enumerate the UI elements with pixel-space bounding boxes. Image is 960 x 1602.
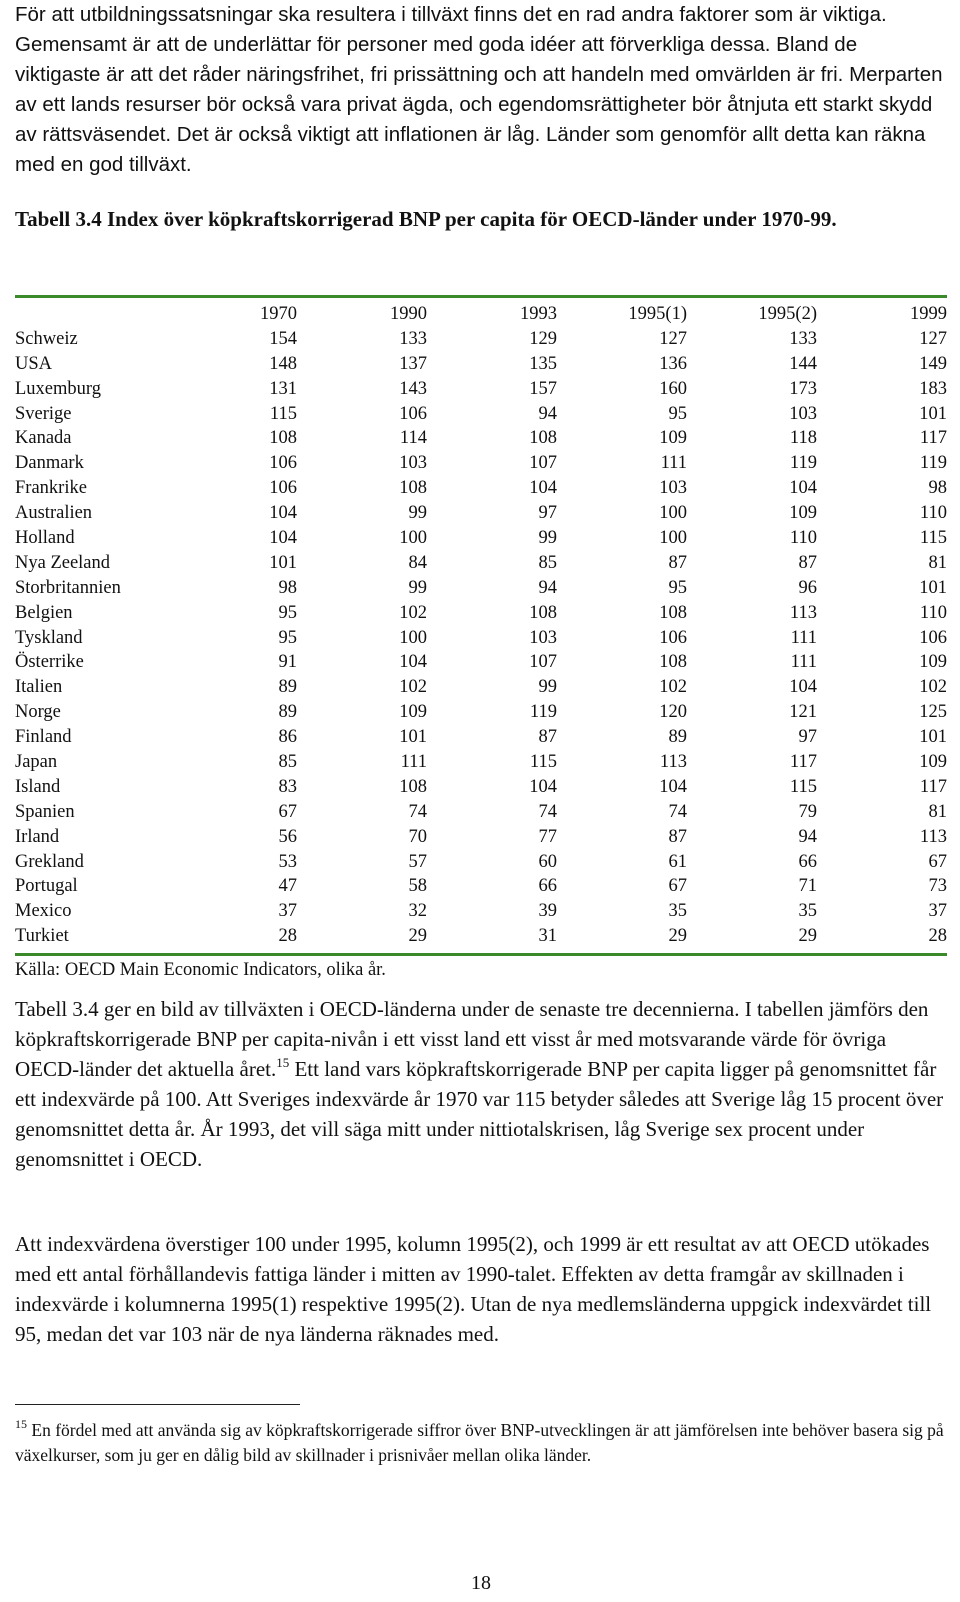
- country-cell: Norge: [15, 702, 61, 723]
- table-row: [15, 377, 947, 402]
- index-value-cell: 87: [538, 727, 557, 748]
- index-value-cell: 57: [408, 851, 427, 872]
- index-value-cell: 106: [659, 627, 687, 648]
- country-cell: Frankrike: [15, 478, 87, 499]
- country-cell: Schweiz: [15, 328, 78, 349]
- index-value-cell: 108: [269, 428, 297, 449]
- country-cell: Italien: [15, 677, 63, 698]
- index-value-cell: 35: [668, 901, 687, 922]
- country-cell: Holland: [15, 527, 75, 548]
- index-value-cell: 101: [399, 727, 427, 748]
- index-value-cell: 110: [919, 503, 947, 524]
- index-value-cell: 32: [408, 901, 427, 922]
- country-cell: Storbritannien: [15, 577, 121, 598]
- index-value-cell: 74: [668, 801, 687, 822]
- index-value-cell: 28: [928, 926, 947, 947]
- index-value-cell: 84: [408, 552, 427, 573]
- index-value-cell: 109: [789, 503, 817, 524]
- table-row: [15, 576, 947, 601]
- index-value-cell: 29: [798, 926, 817, 947]
- index-value-cell: 108: [659, 602, 687, 623]
- index-value-cell: 110: [919, 602, 947, 623]
- country-cell: Finland: [15, 727, 72, 748]
- country-cell: Portugal: [15, 876, 78, 897]
- index-value-cell: 37: [278, 901, 297, 922]
- index-value-cell: 95: [278, 602, 297, 623]
- index-value-cell: 104: [789, 478, 817, 499]
- index-value-cell: 109: [919, 652, 947, 673]
- country-cell: Danmark: [15, 453, 84, 474]
- index-value-cell: 117: [919, 776, 947, 797]
- country-cell: Australien: [15, 503, 93, 524]
- index-value-cell: 81: [928, 552, 947, 573]
- table-row: [15, 352, 947, 377]
- index-value-cell: 67: [278, 801, 297, 822]
- index-value-cell: 144: [789, 353, 817, 374]
- index-value-cell: 87: [668, 826, 687, 847]
- table-row: [15, 526, 947, 551]
- index-value-cell: 61: [668, 851, 687, 872]
- table-header-cell: 1995(2): [758, 303, 817, 324]
- index-value-cell: 115: [789, 776, 817, 797]
- index-value-cell: 106: [269, 453, 297, 474]
- index-value-cell: 85: [278, 751, 297, 772]
- table-source: Källa: OECD Main Economic Indicators, olika år.: [15, 960, 386, 980]
- index-value-cell: 100: [659, 503, 687, 524]
- index-value-cell: 29: [408, 926, 427, 947]
- body-paragraph-1: [15, 994, 947, 1174]
- index-value-cell: 117: [789, 751, 817, 772]
- table-row: [15, 601, 947, 626]
- index-value-cell: 81: [928, 801, 947, 822]
- index-value-cell: 107: [529, 453, 557, 474]
- index-value-cell: 110: [789, 527, 817, 548]
- index-value-cell: 74: [408, 801, 427, 822]
- index-value-cell: 53: [278, 851, 297, 872]
- table-header-cell: 1990: [390, 303, 427, 324]
- index-value-cell: 113: [919, 826, 947, 847]
- index-value-cell: 73: [928, 876, 947, 897]
- table-row: [15, 924, 947, 949]
- index-value-cell: 99: [538, 677, 557, 698]
- index-value-cell: 149: [919, 353, 947, 374]
- country-cell: USA: [15, 353, 53, 374]
- index-value-cell: 71: [798, 876, 817, 897]
- index-value-cell: 100: [659, 527, 687, 548]
- country-cell: Irland: [15, 826, 60, 847]
- index-value-cell: 89: [278, 677, 297, 698]
- index-value-cell: 119: [919, 453, 947, 474]
- index-value-cell: 66: [798, 851, 817, 872]
- index-value-cell: 94: [538, 577, 557, 598]
- index-value-cell: 99: [408, 503, 427, 524]
- index-value-cell: 127: [919, 328, 947, 349]
- index-value-cell: 83: [278, 776, 297, 797]
- footnote: [15, 1418, 947, 1468]
- index-value-cell: 111: [790, 627, 817, 648]
- country-cell: Turkiet: [15, 926, 69, 947]
- index-value-cell: 101: [919, 577, 947, 598]
- table-row: [15, 874, 947, 899]
- country-cell: Mexico: [15, 901, 72, 922]
- index-value-cell: 117: [919, 428, 947, 449]
- table-row: [15, 650, 947, 675]
- table-top-rule: [15, 295, 947, 298]
- index-value-cell: 108: [659, 652, 687, 673]
- table-row: [15, 501, 947, 526]
- index-value-cell: 79: [798, 801, 817, 822]
- table-header-row: [15, 302, 947, 327]
- index-value-cell: 104: [399, 652, 427, 673]
- gdp-index-table: [15, 302, 947, 949]
- index-value-cell: 106: [399, 403, 427, 424]
- index-value-cell: 89: [668, 727, 687, 748]
- index-value-cell: 100: [399, 527, 427, 548]
- index-value-cell: 121: [789, 702, 817, 723]
- index-value-cell: 94: [538, 403, 557, 424]
- table-row: [15, 850, 947, 875]
- index-value-cell: 119: [789, 453, 817, 474]
- table-row: [15, 675, 947, 700]
- index-value-cell: 104: [269, 503, 297, 524]
- table-row: [15, 750, 947, 775]
- index-value-cell: 35: [798, 901, 817, 922]
- index-value-cell: 98: [278, 577, 297, 598]
- index-value-cell: 94: [798, 826, 817, 847]
- country-cell: Belgien: [15, 602, 73, 623]
- table-title: Tabell 3.4 Index över köpkraftskorrigerad BNP per capita för OECD-länder under 1970-99.: [15, 207, 837, 231]
- country-cell: Spanien: [15, 801, 75, 822]
- index-value-cell: 120: [659, 702, 687, 723]
- index-value-cell: 107: [529, 652, 557, 673]
- country-cell: Nya Zeeland: [15, 552, 111, 573]
- footnote-reference[interactable]: 15: [276, 1055, 290, 1070]
- index-value-cell: 95: [668, 577, 687, 598]
- index-value-cell: 129: [529, 328, 557, 349]
- page-number: 18: [471, 1572, 491, 1594]
- index-value-cell: 108: [399, 776, 427, 797]
- index-value-cell: 115: [269, 403, 297, 424]
- index-value-cell: 67: [668, 876, 687, 897]
- table-row: [15, 899, 947, 924]
- footnote-text: En fördel med att använda sig av köpkraftskorrigerade siffror över BNP-utvecklingen är att jämförelsen inte behöver basera sig på växelkurser, som ju ger en dålig bild av skillnader i prisnivåer mellan olika länder.: [15, 1420, 944, 1465]
- index-value-cell: 103: [789, 403, 817, 424]
- paragraph-text: Tabell 3.4 ger en bild av tillväxten i OECD-länderna under de senaste tre decennierna. I tabellen jämförs den köpkraftskorrigerade BNP per capita-nivån i ett visst land ett visst år med motsvarande värde för övriga OECD-länder det aktuella året.: [15, 997, 929, 1081]
- table-row: [15, 626, 947, 651]
- table-header-cell: 1993: [520, 303, 557, 324]
- index-value-cell: 148: [269, 353, 297, 374]
- table-row: [15, 700, 947, 725]
- index-value-cell: 104: [529, 478, 557, 499]
- index-value-cell: 136: [659, 353, 687, 374]
- index-value-cell: 133: [399, 328, 427, 349]
- index-value-cell: 133: [789, 328, 817, 349]
- index-value-cell: 111: [660, 453, 687, 474]
- table-row: [15, 426, 947, 451]
- footnote-number: 15: [15, 1417, 27, 1431]
- index-value-cell: 173: [789, 378, 817, 399]
- table-row: [15, 800, 947, 825]
- index-value-cell: 111: [790, 652, 817, 673]
- index-value-cell: 91: [278, 652, 297, 673]
- index-value-cell: 99: [538, 527, 557, 548]
- body-paragraph-2: Att indexvärdena överstiger 100 under 1995, kolumn 1995(2), och 1999 är ett resultat av att OECD utökades med ett antal förhållandevis fattiga länder i mitten av 1990-talet. Effekten av detta framgår av skillnaden i indexvärde i kolumnerna 1995(1) respektive 1995(2). Utan de nya medlemsländerna uppgick indexvärdet till 95, medan det var 103 när de nya länderna räknades med.: [15, 1232, 932, 1346]
- index-value-cell: 118: [789, 428, 817, 449]
- index-value-cell: 108: [529, 428, 557, 449]
- table-row: [15, 725, 947, 750]
- index-value-cell: 104: [269, 527, 297, 548]
- index-value-cell: 109: [399, 702, 427, 723]
- table-body: [15, 327, 947, 949]
- index-value-cell: 114: [399, 428, 427, 449]
- index-value-cell: 183: [919, 378, 947, 399]
- index-value-cell: 103: [659, 478, 687, 499]
- index-value-cell: 31: [538, 926, 557, 947]
- index-value-cell: 137: [399, 353, 427, 374]
- index-value-cell: 127: [659, 328, 687, 349]
- country-cell: Tyskland: [15, 627, 83, 648]
- index-value-cell: 87: [668, 552, 687, 573]
- index-value-cell: 103: [399, 453, 427, 474]
- index-value-cell: 102: [919, 677, 947, 698]
- table-bottom-rule: [15, 953, 947, 956]
- intro-paragraph: För att utbildningssatsningar ska resultera i tillväxt finns det en rad andra faktorer som är viktiga. Gemensamt är att de underlättar för personer med goda idéer att förverkliga dessa. Bland de viktigaste är att det råder näringsfrihet, fri prissättning och att handeln med omvärlden är fri. Merparten av ett lands resurser bör också vara privat ägda, och egendomsrättigheter bör åtnjuta ett starkt skydd av rättsväsendet. Det är också viktigt att inflationen är låg. Länder som genomför allt detta kan räkna med en god tillväxt.: [15, 3, 943, 176]
- index-value-cell: 143: [399, 378, 427, 399]
- country-cell: Sverige: [15, 403, 72, 424]
- index-value-cell: 97: [538, 503, 557, 524]
- country-cell: Japan: [15, 751, 58, 772]
- index-value-cell: 95: [278, 627, 297, 648]
- index-value-cell: 66: [538, 876, 557, 897]
- index-value-cell: 102: [659, 677, 687, 698]
- index-value-cell: 113: [789, 602, 817, 623]
- index-value-cell: 37: [928, 901, 947, 922]
- table-row: [15, 476, 947, 501]
- index-value-cell: 29: [668, 926, 687, 947]
- index-value-cell: 106: [269, 478, 297, 499]
- index-value-cell: 86: [278, 727, 297, 748]
- index-value-cell: 101: [919, 727, 947, 748]
- index-value-cell: 102: [399, 677, 427, 698]
- index-value-cell: 103: [529, 627, 557, 648]
- country-cell: Kanada: [15, 428, 72, 449]
- index-value-cell: 104: [529, 776, 557, 797]
- index-value-cell: 157: [529, 378, 557, 399]
- country-cell: Luxemburg: [15, 378, 101, 399]
- table-row: [15, 402, 947, 427]
- index-value-cell: 56: [278, 826, 297, 847]
- index-value-cell: 125: [919, 702, 947, 723]
- index-value-cell: 135: [529, 353, 557, 374]
- index-value-cell: 115: [919, 527, 947, 548]
- table-header-cell: 1995(1): [628, 303, 687, 324]
- index-value-cell: 104: [659, 776, 687, 797]
- table-header-cell: 1999: [910, 303, 947, 324]
- footnote-separator: [15, 1404, 300, 1405]
- index-value-cell: 96: [798, 577, 817, 598]
- index-value-cell: 131: [269, 378, 297, 399]
- index-value-cell: 47: [278, 876, 297, 897]
- country-cell: Grekland: [15, 851, 84, 872]
- index-value-cell: 89: [278, 702, 297, 723]
- index-value-cell: 87: [798, 552, 817, 573]
- index-value-cell: 115: [529, 751, 557, 772]
- index-value-cell: 119: [529, 702, 557, 723]
- table-row: [15, 327, 947, 352]
- index-value-cell: 102: [399, 602, 427, 623]
- index-value-cell: 104: [789, 677, 817, 698]
- index-value-cell: 60: [538, 851, 557, 872]
- index-value-cell: 109: [919, 751, 947, 772]
- index-value-cell: 109: [659, 428, 687, 449]
- index-value-cell: 101: [919, 403, 947, 424]
- index-value-cell: 67: [928, 851, 947, 872]
- index-value-cell: 106: [919, 627, 947, 648]
- table-row: [15, 825, 947, 850]
- index-value-cell: 97: [798, 727, 817, 748]
- index-value-cell: 85: [538, 552, 557, 573]
- table-row: [15, 551, 947, 576]
- index-value-cell: 74: [538, 801, 557, 822]
- table-row: [15, 451, 947, 476]
- index-value-cell: 28: [278, 926, 297, 947]
- index-value-cell: 95: [668, 403, 687, 424]
- index-value-cell: 108: [529, 602, 557, 623]
- paragraph-text: Ett land vars köpkraftskorrigerade BNP per capita ligger på genomsnittet får ett indexvärde på 100. Att Sveriges indexvärde år 1970 var 115 betyder således att Sverige låg 15 procent över genomsnittet detta år. År 1993, det vill säga mitt under nittiotalskrisen, låg Sverige sex procent under genomsnittet i OECD.: [15, 1057, 944, 1171]
- index-value-cell: 100: [399, 627, 427, 648]
- index-value-cell: 39: [538, 901, 557, 922]
- index-value-cell: 77: [538, 826, 557, 847]
- table-header-cell: 1970: [260, 303, 297, 324]
- index-value-cell: 99: [408, 577, 427, 598]
- country-cell: Österrike: [15, 652, 84, 673]
- index-value-cell: 101: [269, 552, 297, 573]
- index-value-cell: 111: [400, 751, 427, 772]
- index-value-cell: 98: [928, 478, 947, 499]
- index-value-cell: 154: [269, 328, 297, 349]
- table-header-cell: [15, 302, 167, 327]
- index-value-cell: 108: [399, 478, 427, 499]
- index-value-cell: 70: [408, 826, 427, 847]
- country-cell: Island: [15, 776, 61, 797]
- index-value-cell: 160: [659, 378, 687, 399]
- table-row: [15, 775, 947, 800]
- index-value-cell: 113: [659, 751, 687, 772]
- index-value-cell: 58: [408, 876, 427, 897]
